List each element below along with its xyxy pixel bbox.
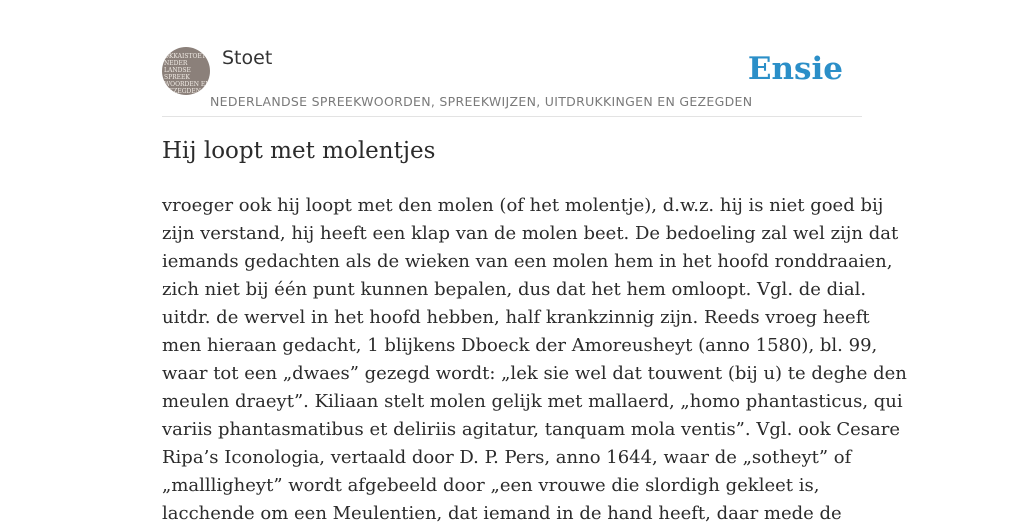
body-line: men hieraan gedacht, 1 blijkens Dboeck der Amoreusheyt (anno 1580), bl. 99,	[162, 335, 878, 356]
author-avatar[interactable]	[162, 47, 210, 95]
body-line: zijn verstand, hij heeft een klap van de molen beet. De bedoeling zal wel zijn dat	[162, 223, 899, 244]
body-line: uitdr. de wervel in het hoofd hebben, half krankzinnig zijn. Reeds vroeg heeft	[162, 307, 870, 328]
avatar-book-cover	[164, 53, 210, 95]
source-subtitle[interactable]: NEDERLANDSE SPREEKWOORDEN, SPREEKWIJZEN, UITDRUKKINGEN EN GEZEGDEN	[210, 94, 753, 109]
body-line: lacchende om een Meulentien, dat iemand in de hand heeft, daar mede de	[162, 503, 842, 524]
article-title: Hij loopt met molentjes	[162, 138, 436, 164]
body-line: zich niet bij één punt kunnen bepalen, dus dat het hem omloopt. Vgl. de dial.	[162, 279, 867, 300]
avatar-line: NEDER	[164, 60, 188, 67]
body-line: „mallligheyt” wordt afgebeeld door „een vrouwe die slordigh gekleet is,	[162, 475, 820, 496]
body-line: variis phantasmatibus et deliriis agitatur, tanquam mola ventis”. Vgl. ook Cesare	[162, 419, 900, 440]
avatar-line: OKKAISTOET	[164, 53, 206, 60]
avatar-line: SPREEK	[164, 74, 190, 81]
body-line: waar tot een „dwaes” gezegd wordt: „lek sie wel dat touwent (bij u) te deghe den	[162, 363, 907, 384]
avatar-line: GEZEGDEN	[164, 88, 201, 95]
article-body	[162, 192, 907, 528]
author-name[interactable]: Stoet	[222, 47, 273, 69]
body-line: vroeger ook hij loopt met den molen (of het molentje), d.w.z. hij is niet goed bij	[162, 195, 884, 216]
avatar-line: WOORDEN EN	[164, 81, 210, 88]
avatar-line: LANDSE	[164, 67, 191, 74]
brand-logo[interactable]: Ensie	[747, 51, 843, 87]
body-line: meulen draeyt”. Kiliaan stelt molen gelijk met mallaerd, „homo phantasticus, qui	[162, 391, 903, 412]
body-line: Ripa’s Iconologia, vertaald door D. P. Pers, anno 1644, waar de „sotheyt” of	[162, 447, 852, 468]
body-line: iemands gedachten als de wieken van een molen hem in het hoofd ronddraaien,	[162, 251, 893, 272]
site-header	[162, 46, 862, 117]
